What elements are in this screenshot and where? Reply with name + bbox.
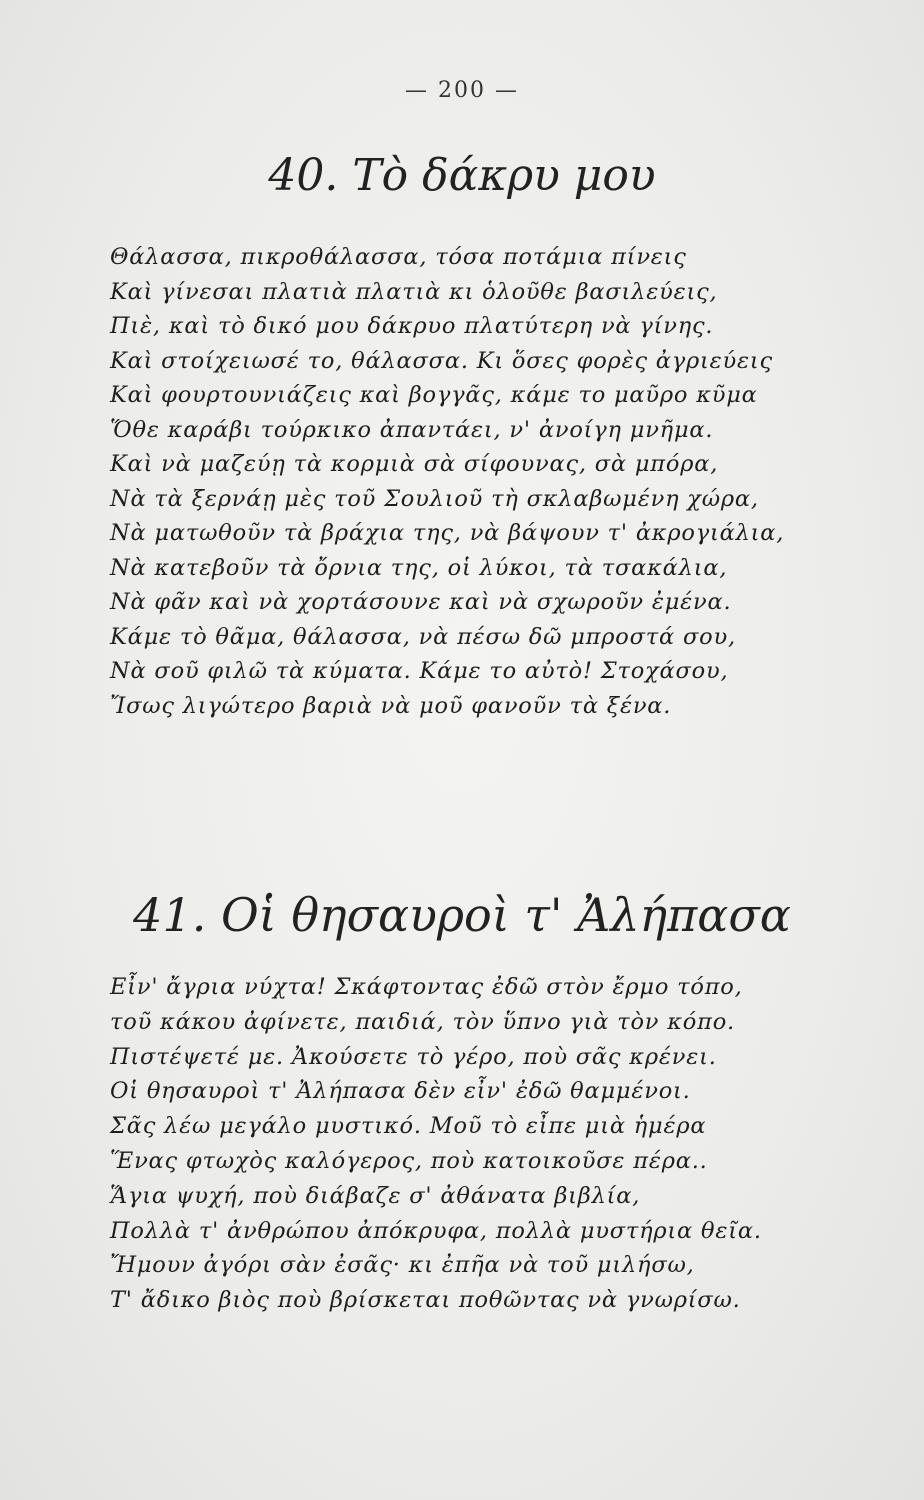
poem-line: Οἱ θησαυροὶ τ' Ἀλήπασα δὲν εἶν' ἐδῶ θαμμένοι. [110,1078,691,1105]
poem-line: Τ' ἄδικο βιὸς ποὺ βρίσκεται ποθῶντας νὰ γνωρίσω. [110,1287,741,1314]
poem-40-text [110,240,830,723]
poem-line: Νὰ ματωθοῦν τὰ βράχια της, νὰ βάψουν τ' ἀκρογιάλια, [110,520,785,546]
poem-line: Θάλασσα, πικροθάλασσα, τόσα ποτάμια πίνεις [110,244,687,270]
poem-line: Πολλὰ τ' ἀνθρώπου ἀπόκρυφα, πολλὰ μυστήρια θεῖα. [110,1217,762,1244]
poem-line: Πιστέψετέ με. Ἀκούσετε τὸ γέρο, ποὺ σᾶς κρένει. [110,1043,717,1070]
page-number: — 200 — [405,78,519,103]
poem-line: Ἴσως λιγώτερο βαριὰ νὰ μοῦ φανοῦν τὰ ξένα. [110,692,672,719]
poem-line: Πιὲ, καὶ τὸ δικό μου δάκρυο πλατύτερη νὰ γίνης. [110,313,714,339]
poem-line: Νὰ σοῦ φιλῶ τὰ κύματα. Κάμε το αὐτὸ! Στοχάσου, [110,658,729,684]
poem-line: Ὅθε καράβι τούρκικο ἀπαντάει, ν' ἀνοίγη μνῆμα. [110,416,714,443]
poem-line: Νὰ κατεβοῦν τὰ ὄρνια της, οἱ λύκοι, τὰ τσακάλια, [110,554,728,581]
poem-41-text [110,970,830,1318]
poem-line: Νὰ φᾶν καὶ νὰ χορτάσουνε καὶ νὰ σχωροῦν ἐμένα. [110,589,732,615]
poem-line: Καὶ νὰ μαζεύῃ τὰ κορμιὰ σὰ σίφουνας, σὰ μπόρα, [110,451,719,477]
poem-line: Καὶ στοίχειωσέ το, θάλασσα. Κι ὅσες φορὲς ἀγριεύεις [110,347,773,374]
poem-line: Ἤμουν ἀγόρι σὰν ἐσᾶς· κι ἐπῆα νὰ τοῦ μιλήσω, [110,1252,695,1279]
poem-line: Σᾶς λέω μεγάλο μυστικό. Μοῦ τὸ εἶπε μιὰ ἡμέρα [110,1113,707,1140]
poem-line: Εἶν' ἄγρια νύχτα! Σκάφτοντας ἐδῶ στὸν ἔρμο τόπο, [110,974,743,1000]
poem-line: Ἕνας φτωχὸς καλόγερος, ποὺ κατοικοῦσε πέρα.. [110,1147,708,1174]
poem-line: Καὶ γίνεσαι πλατιὰ πλατιὰ κι ὁλοῦθε βασιλεύεις, [110,278,718,305]
poem-41-title: 41. Οἱ θησαυροὶ τ' Ἀλήπασα [133,888,791,942]
poem-line: Ἅγια ψυχή, ποὺ διάβαζε σ' ἀθάνατα βιβλία, [110,1182,641,1209]
poem-line: Νὰ τὰ ξερνάῃ μὲς τοῦ Σουλιοῦ τὴ σκλαβωμένη χώρα, [110,485,759,512]
poem-line: Καὶ φουρτουνιάζεις καὶ βογγᾶς, κάμε το μαῦρο κῦμα [110,382,758,408]
poem-line: Κάμε τὸ θᾶμα, θάλασσα, νὰ πέσω δῶ μπροστά σου, [110,623,736,650]
poem-40-title: 40. Τὸ δάκρυ μου [268,150,656,201]
poem-line: τοῦ κάκου ἀφίνετε, παιδιά, τὸν ὕπνο γιὰ τὸν κόπο. [110,1008,736,1035]
